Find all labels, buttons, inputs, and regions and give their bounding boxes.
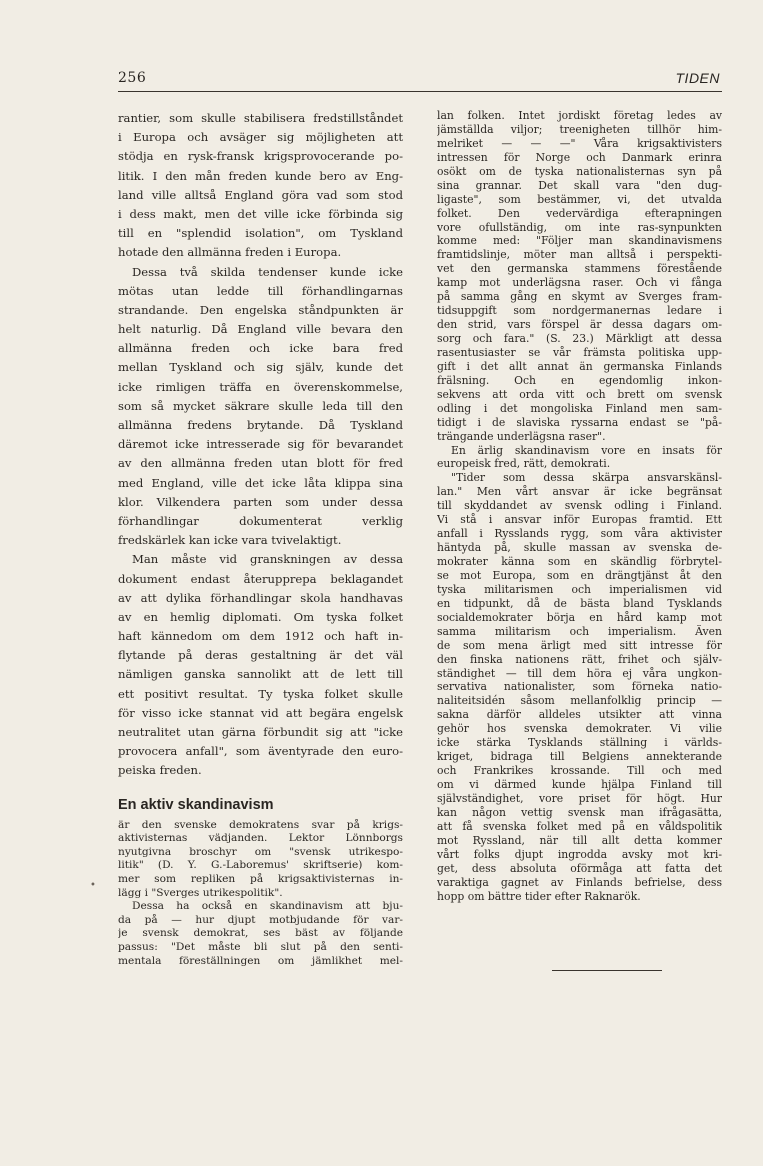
text-line: av en hemlig diplomati. Om tyska folket — [118, 609, 403, 624]
text-line: fredskärlek kan icke vara tvivelaktigt. — [118, 533, 342, 548]
text-line: i Europa och avsäger sig möjligheten att — [118, 130, 403, 145]
text-line: Dessa ha också en skandinavism att bju- — [132, 900, 403, 913]
text-line: däremot icke intresserade sig för bevarandet — [118, 437, 403, 452]
text-line: nyutgivna broschyr om "svensk utrikespo- — [118, 845, 403, 858]
left-paragraph-5 — [118, 900, 403, 968]
text-line: dokument endast återupprepa beklagandet — [118, 571, 403, 586]
text-line: Dessa två skilda tendenser kunde icke — [132, 264, 403, 279]
text-line: lägg i "Sverges utrikespolitik". — [118, 886, 283, 899]
text-line: trängande underlägsna raser". — [437, 429, 606, 443]
text-line: tidigt i de slaviska ryssarna endast se "på- — [437, 415, 722, 429]
text-line: litik. I den mån freden kunde bero av Eng- — [118, 168, 403, 183]
text-line: nämligen ganska sannolikt att de lett till — [118, 667, 403, 682]
text-line: mentala föreställningen om jämlikhet mel- — [118, 954, 403, 967]
header-rule — [118, 91, 722, 92]
text-line: gehör hos svenska demokrater. Vi vilie — [437, 722, 722, 736]
text-line: och Frankrikes krossande. Till och med — [437, 764, 722, 778]
text-line: att få svenska folket med på en våldspolitik — [437, 819, 722, 833]
right-column — [437, 109, 722, 903]
text-line: sakna därför alldeles utsikter att vinna — [437, 708, 722, 722]
text-line: mer som repliken på krigsaktivisternas in- — [118, 872, 403, 885]
text-line: rantier, som skulle stabilisera fredstillståndet — [118, 111, 403, 125]
left-paragraph-1 — [118, 109, 403, 263]
text-line: hopp om bättre tider efter Raknarök. — [437, 889, 641, 903]
running-title: TIDEN — [675, 70, 720, 86]
text-line: vore ofullständig, om inte ras-synpunkten — [437, 220, 722, 234]
text-line: en tidpunkt, då de bästa bland Tysklands — [437, 596, 722, 610]
margin-mark: • — [90, 880, 96, 891]
right-paragraph-3 — [437, 471, 722, 903]
text-line: se mot Europa, som en drängtjänst åt den — [437, 568, 722, 582]
text-line: jämställda viljor; treenigheten tillhör him- — [437, 122, 722, 136]
text-line: sina grannar. Det skall vara "den dug- — [437, 178, 722, 192]
footer-rule — [552, 970, 662, 971]
text-line: hotade den allmänna freden i Europa. — [118, 245, 342, 260]
text-line: i dess makt, men det ville icke förbinda sig — [118, 206, 403, 221]
text-line: da på — hur djupt motbjudande för var- — [118, 913, 403, 926]
text-line: med England, ville det icke låta klippa sina — [118, 475, 403, 490]
text-line: kan någon vettig svensk man ifrågasätta, — [437, 805, 722, 819]
text-line: kamp mot underlägsna raser. Och vi fånga — [437, 276, 722, 290]
page-number: 256 — [118, 70, 147, 86]
text-line: allmänna fredens brytande. Då Tyskland — [118, 418, 403, 432]
text-line: vårt folks djupt ingrodda avsky mot kri- — [437, 847, 722, 861]
text-line: tidsuppgift som nordgermanernas ledare i — [437, 304, 722, 318]
text-line: mokrater känna som en skändlig förbrytel- — [437, 555, 722, 568]
text-line: är den svenske demokratens svar på krigs- — [118, 818, 403, 831]
text-line: europeisk fred, rätt, demokrati. — [437, 457, 611, 471]
text-line: provocera anfall", som äventyrade den euro- — [118, 744, 403, 759]
text-line: servativa nationalister, som förneka natio- — [437, 680, 722, 694]
text-line: ständighet — till dem höra ej våra ungkon- — [437, 666, 722, 680]
text-line: tyska militarismen och imperialismen vid — [437, 582, 722, 596]
text-line: ligaste", som bestämmer, vi, det utvalda — [437, 192, 722, 206]
text-line: je svensk demokrat, ses bäst av följande — [118, 927, 403, 940]
text-line: lan." Men vårt ansvar är icke begränsat — [437, 485, 722, 499]
text-line: häntyda på, skulle massan av svenska de- — [437, 541, 722, 555]
text-line: icke rimligen träffa en överenskommelse, — [118, 379, 403, 394]
text-line: peiska freden. — [118, 763, 202, 778]
text-line: folket. Den vedervärdiga efterapningen — [437, 206, 722, 220]
text-line: intressen för Norge och Danmark erinra — [437, 150, 722, 164]
text-line: land ville alltså England göra vad som stod — [118, 187, 403, 202]
text-line: för visso icke stannat vid att begära engelsk — [118, 705, 403, 720]
text-line: den strid, vars förspel är dessa dagars om- — [437, 318, 722, 332]
text-line: på samma gång en skymt av Sverges fram- — [437, 290, 722, 304]
text-line: flytande på deras gestaltning är det väl — [118, 648, 403, 663]
text-line: allmänna freden och icke bara fred — [118, 341, 403, 356]
text-line: socialdemokrater börja en hård kamp mot — [437, 610, 722, 624]
text-line: varaktiga gagnet av Finlands befrielse, dess — [437, 875, 722, 889]
text-line: av den allmänna freden utan blott för fred — [118, 456, 403, 471]
text-line: passus: "Det måste bli slut på den senti- — [118, 940, 403, 953]
text-line: komme med: "Följer man skandinavismens — [437, 234, 722, 248]
right-paragraph-1 — [437, 109, 722, 444]
text-line: melriket — — —" Våra krigsaktivisters — [437, 136, 722, 150]
text-line: samma militarism och imperialism. Även — [437, 624, 722, 638]
text-line: strandande. Den engelska ståndpunkten är — [118, 302, 403, 317]
text-line: rasentusiaster se vår främsta politiska upp- — [437, 345, 722, 359]
text-line: sekvens att orda vitt och brett om svensk — [437, 387, 722, 401]
text-line: mot Ryssland, när till allt detta kommer — [437, 833, 722, 847]
left-paragraph-4 — [118, 819, 403, 901]
text-line: mellan Tyskland och sig själv, kunde det — [118, 360, 403, 375]
text-line: icke stärka Tysklands ställning i världs- — [437, 736, 722, 750]
text-line: neutralitet utan gärna förbundit sig att "icke — [118, 725, 403, 739]
text-line: anfall i Rysslands rygg, som våra aktivister — [437, 527, 722, 541]
text-line: lan folken. Intet jordiskt företag ledes av — [437, 109, 722, 122]
text-line: get, dess absoluta oförmåga att fatta det — [437, 861, 722, 875]
text-line: mötas utan ledde till förhandlingarnas — [118, 283, 403, 298]
text-line: till skyddandet av svensk odling i Finland. — [437, 499, 722, 513]
text-line: sorg och fara." (S. 23.) Märkligt att dessa — [437, 332, 722, 345]
right-paragraph-2 — [437, 444, 722, 472]
text-line: En ärlig skandinavism vore en insats för — [451, 443, 722, 457]
text-line: Vi stå i ansvar inför Europas framtid. Ett — [437, 513, 722, 527]
text-line: ett positivt resultat. Ty tyska folket skulle — [118, 686, 403, 701]
text-line: framtidslinje, möter man alltså i perspekti- — [437, 248, 722, 262]
text-line: haft kännedom om dem 1912 och haft in- — [118, 629, 403, 644]
text-line: till en "splendid isolation", om Tyskland — [118, 226, 403, 241]
text-line: den finska nationens rätt, frihet och själv- — [437, 652, 722, 666]
text-line: aktivisternas vädjanden. Lektor Lönnborgs — [118, 832, 403, 845]
text-line: odling i det mongoliska Finland men sam- — [437, 401, 722, 415]
left-paragraph-3 — [118, 550, 403, 780]
text-line: självständighet, vore priset för högt. Hur — [437, 791, 722, 805]
text-line: Man måste vid granskningen av dessa — [132, 552, 403, 567]
text-line: förhandlingar dokumenterat verklig — [118, 513, 403, 528]
text-line: osökt om de tyska nationalisternas syn på — [437, 164, 722, 178]
text-line: frälsning. Och en egendomlig inkon- — [437, 373, 722, 387]
text-line: kriget, bidraga till Belgiens annekterande — [437, 750, 722, 764]
text-line: litik" (D. Y. G.-Laboremus' skriftserie) kom- — [118, 859, 403, 872]
text-line: helt naturlig. Då England ville bevara den — [118, 322, 403, 337]
section-heading: En aktiv skandinavism — [118, 796, 274, 813]
left-paragraph-2 — [118, 263, 403, 551]
text-line: "Tider som dessa skärpa ansvarskänsl- — [451, 471, 722, 485]
left-column — [118, 109, 403, 968]
text-line: av att dylika förhandlingar skola handhavas — [118, 590, 403, 605]
text-line: om vi därmed kunde hjälpa Finland till — [437, 778, 722, 791]
text-line: naliteitsidén såsom mellanfolklig princip — — [437, 694, 722, 708]
text-line: vet den germanska stammens förestående — [437, 262, 722, 276]
text-line: gift i det allt annat än germanska Finlands — [437, 359, 722, 373]
text-line: stödja en rysk-fransk krigsprovocerande po- — [118, 149, 403, 164]
text-line: de som mena ärligt med sitt intresse för — [437, 638, 722, 652]
text-line: som så mycket säkrare skulle leda till den — [118, 398, 403, 413]
text-line: klor. Vilkendera parten som under dessa — [118, 494, 403, 509]
